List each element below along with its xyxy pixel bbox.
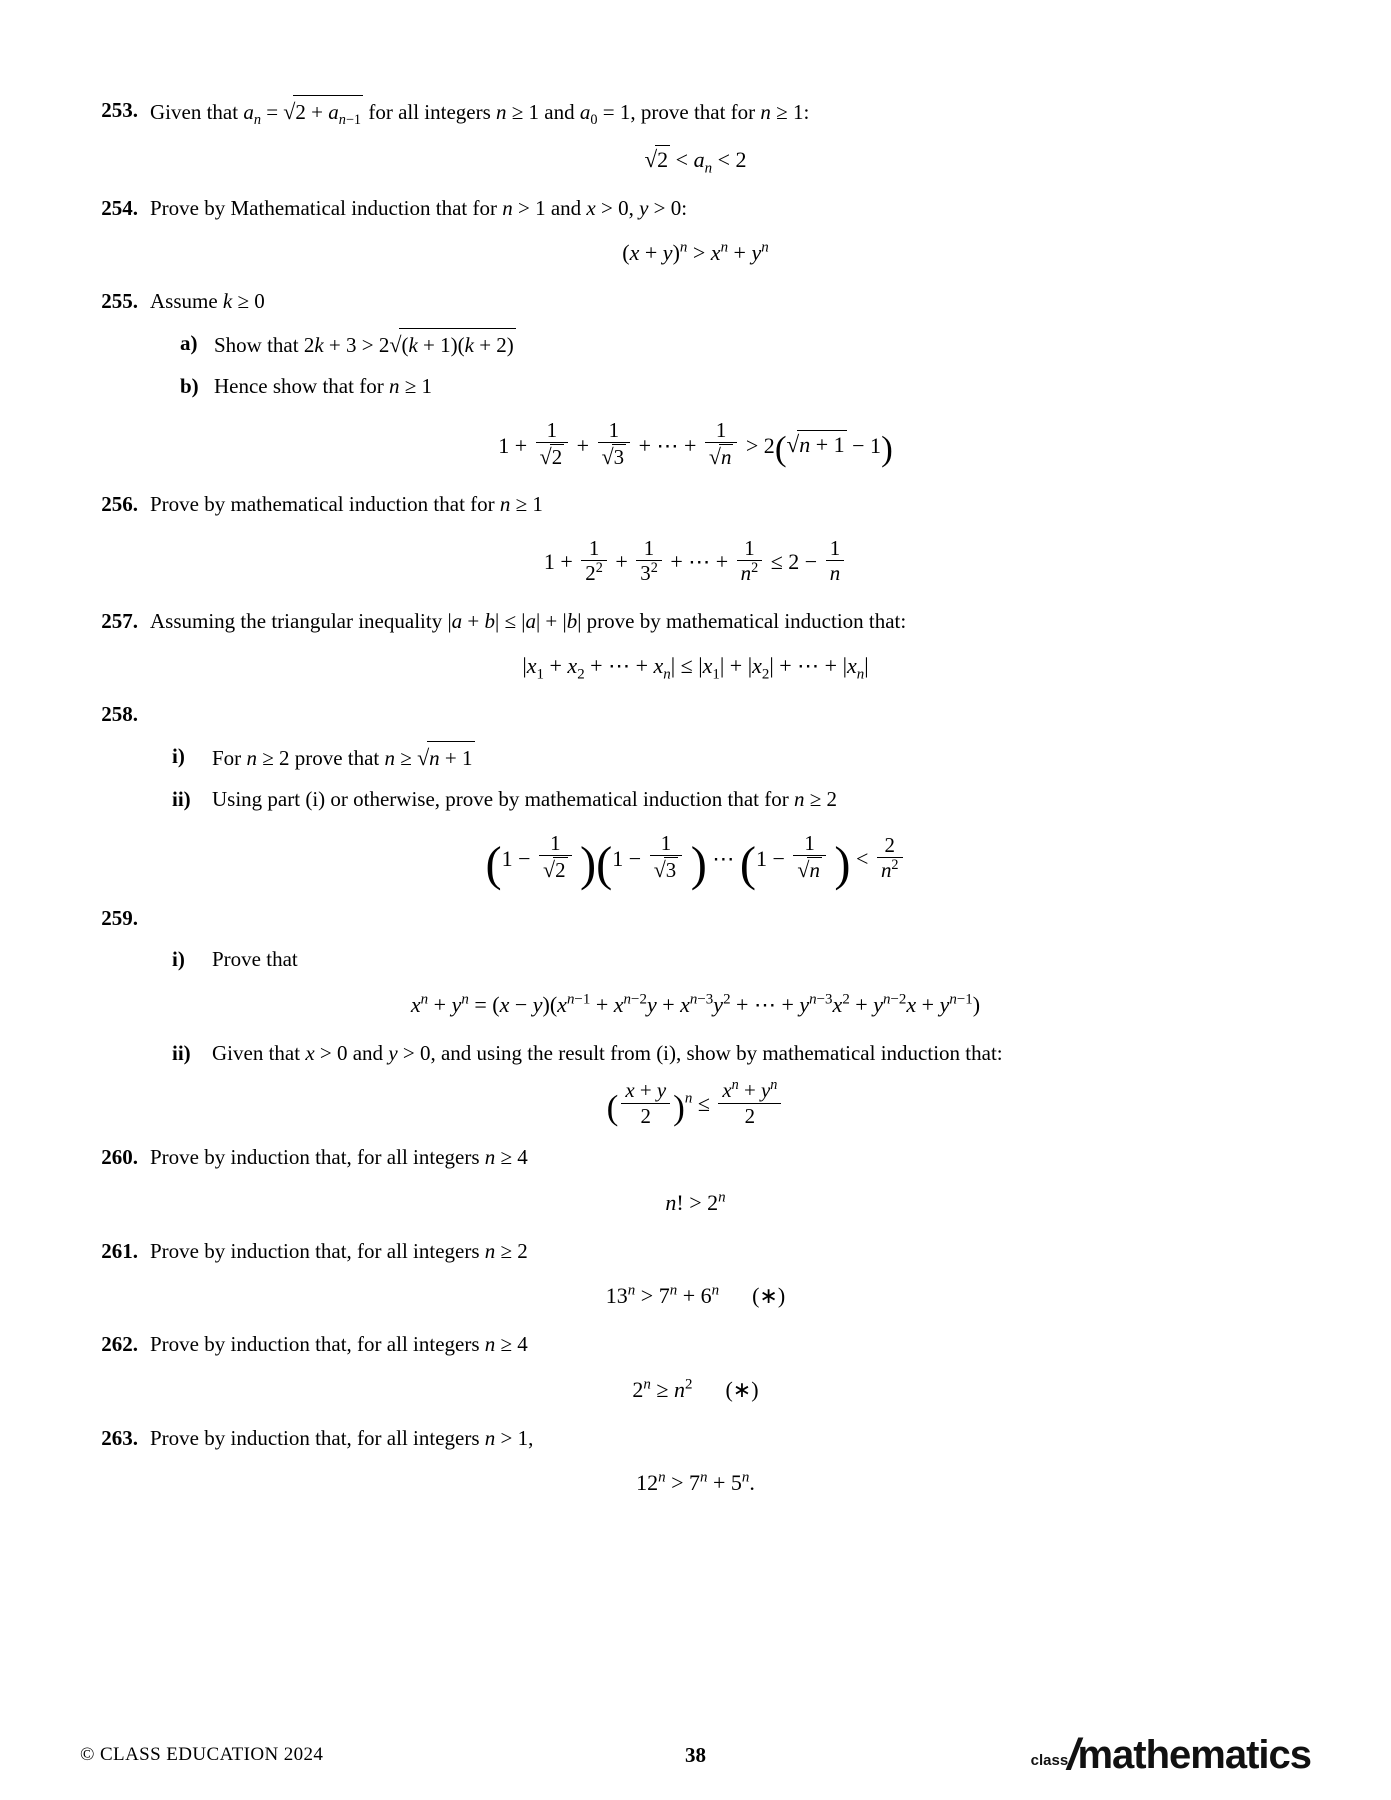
question-number: 253. — [101, 98, 138, 122]
question-number: 261. — [101, 1238, 138, 1263]
part-label: i) — [172, 743, 185, 768]
question-number: 258. — [101, 702, 138, 727]
star-mark: (∗) — [752, 1283, 786, 1309]
question-text: Prove by induction that, for all integers n ≥ 4 — [150, 1332, 528, 1357]
logo-class-text: class — [1030, 1751, 1069, 1769]
formula-261: $13^n > 7^n + 6^n$ (∗) — [605, 1282, 786, 1309]
logo-mathematics-text: mathematics — [1077, 1733, 1311, 1777]
part-label: ii) — [172, 1040, 191, 1065]
question-number: 255. — [101, 289, 138, 313]
page-number: 38 — [685, 1742, 706, 1767]
formula-254: $(x + y)^n > x^n + y^n$ — [622, 239, 769, 265]
formula-259i: $x^n + y^n = (x - y)(x^{n-1} + x^{n-2}y + x^{n-3}y^2$ + ⋯ + $y^{n-3}x^2 + y^{n-2}x + y^{n-1}$) — [410, 991, 981, 1017]
question-260 — [88, 1142, 1303, 1174]
part-text: For n ≥ 2 prove that n ≥ √n + 1 — [212, 741, 1303, 775]
formula-253: $√2 < a_n < 2$ — [644, 145, 747, 176]
formula-262: $2^n \ge n^2$ (∗) — [632, 1376, 759, 1402]
part-label: i) — [172, 947, 185, 972]
part-text: Hence show that for n ≥ 1 — [214, 374, 432, 398]
question-259 — [88, 903, 1303, 935]
question-263 — [88, 1423, 1303, 1455]
question-255-part-a — [88, 328, 1303, 362]
question-253 — [88, 95, 1303, 129]
question-261 — [88, 1236, 1303, 1268]
question-258-part-i — [88, 741, 1303, 775]
part-label: ii) — [172, 787, 191, 812]
formula-257: $|x_1 + x_2$ + ⋯ + $x_n| \le |x_1| + |x_2|$ + ⋯ + $|x_n|$ — [522, 653, 869, 683]
part-text: Using part (i) or otherwise, prove by mathematical induction that for n ≥ 2 — [212, 787, 838, 812]
formula-263: $12^n > 7^n + 5^n$. — [636, 1469, 755, 1496]
question-255-part-b — [88, 371, 1303, 403]
question-text: Prove by induction that, for all integers n ≥ 2 — [150, 1238, 528, 1263]
question-258 — [88, 699, 1303, 731]
question-259-part-ii — [88, 1038, 1303, 1070]
part-text: Given that x > 0 and y > 0, and using the result from (i), show by mathematical induction that: — [212, 1040, 1003, 1065]
question-256 — [88, 489, 1303, 521]
brand-logo — [1030, 1730, 1311, 1779]
copyright-notice: © CLASS EDUCATION 2024 — [80, 1744, 324, 1765]
question-text: Assume k ≥ 0 — [150, 289, 265, 313]
question-text: Prove by mathematical induction that for n ≥ 1 — [150, 492, 543, 517]
question-number: 262. — [101, 1332, 138, 1357]
formula-256: 1 + $\frac{1}{2^2}$ + $\frac{1}{3^2}$ + ⋯ + $\frac{1}{n^2}$ ≤ 2 − $\frac{1}{n}$ — [88, 537, 1303, 586]
formula-258ii: (1 − $\frac{1}{√2}$ )(1 − $\frac{1}{√3}$ ) ⋯ (1 − $\frac{1}{√n}$ ) < $\frac{2}{n^2}$ — [88, 832, 1303, 883]
question-262 — [88, 1329, 1303, 1361]
part-label: a) — [180, 330, 198, 355]
page-footer — [0, 1732, 1391, 1778]
question-255 — [88, 286, 1303, 318]
logo-slash-icon: / — [1067, 1730, 1080, 1779]
formula-259ii: ( $\frac{x + y}{2}$ )$^n$ ≤ $\frac{x^n + y^n}{2}$ — [88, 1079, 1303, 1128]
part-text: Show that 2k + 3 > 2√(k + 1)(k + 2) — [214, 328, 1303, 362]
question-text: Assuming the triangular inequality |a + b| ≤ |a| + |b| prove by mathematical induction that: — [150, 608, 907, 633]
question-text: Prove by induction that, for all integers n ≥ 4 — [150, 1145, 528, 1170]
question-number: 263. — [101, 1425, 138, 1450]
formula-260: n! > $2^n$ — [665, 1189, 726, 1215]
question-number: 256. — [101, 492, 138, 517]
question-text: Given that $a_n = √2 + a_{n-1}$ for all integers n ≥ 1 and $a_0 = 1$, prove that for n ≥ 1: — [150, 95, 1303, 129]
question-258-part-ii — [88, 784, 1303, 816]
question-number: 257. — [101, 608, 138, 633]
question-259-part-i — [88, 944, 1303, 976]
question-254 — [88, 193, 1303, 225]
star-mark: (∗) — [725, 1376, 759, 1402]
question-257 — [88, 606, 1303, 638]
question-number: 259. — [101, 905, 138, 930]
formula-255b: 1 + $\frac{1}{√2}$ + $\frac{1}{√3}$ + ⋯ + $\frac{1}{√n}$ > 2(√n + 1 − 1) — [498, 417, 893, 469]
part-text: Prove that — [212, 947, 298, 972]
question-text: Prove by Mathematical induction that for n > 1 and x > 0, y > 0: — [150, 195, 688, 220]
question-number: 260. — [101, 1145, 138, 1170]
question-number: 254. — [101, 195, 138, 220]
part-label: b) — [180, 374, 199, 398]
question-text: Prove by induction that, for all integers n > 1, — [150, 1425, 534, 1450]
